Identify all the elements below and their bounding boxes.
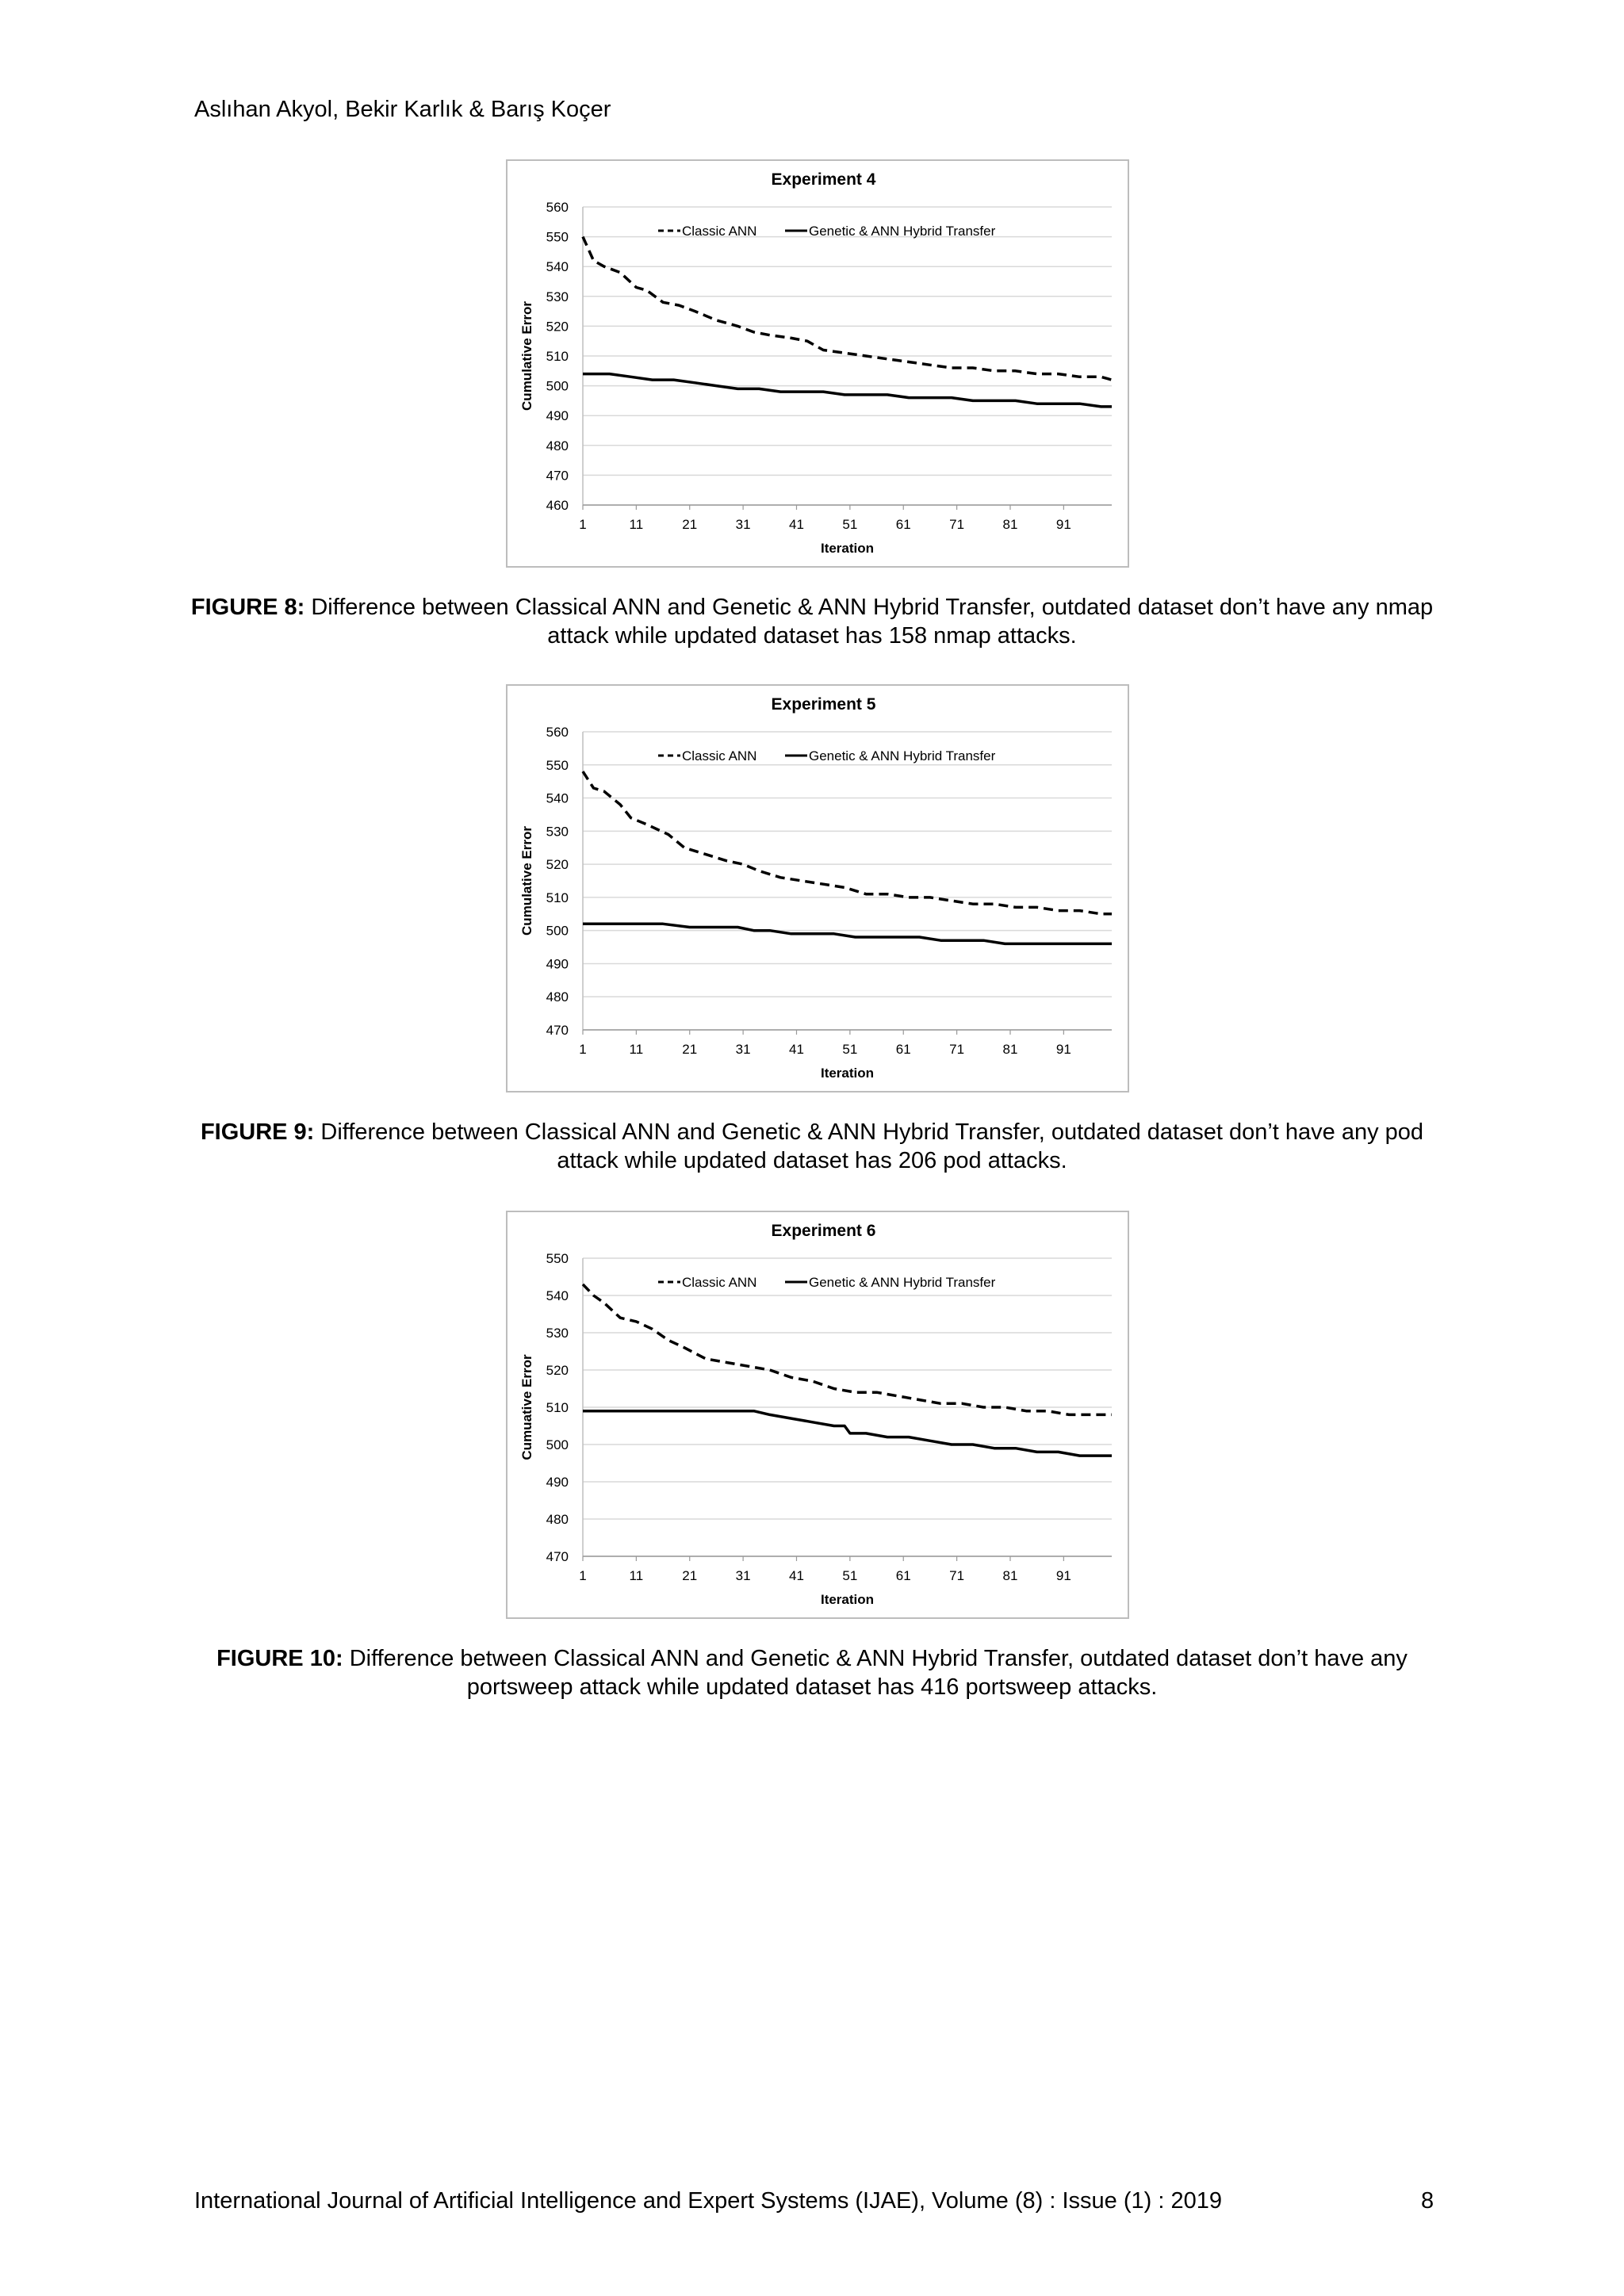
chart-0-y-tick-label: 510: [546, 349, 569, 364]
chart-0-y-tick-label: 480: [546, 438, 569, 453]
chart-1-series-classic-ann-line: [583, 771, 1112, 914]
chart-0-x-tick-label: 81: [1002, 517, 1018, 532]
chart-1-x-tick-label: 41: [789, 1042, 804, 1057]
chart-1-y-tick-label: 510: [546, 890, 569, 905]
chart-2-series-hybrid-transfer-line: [583, 1411, 1112, 1456]
chart-1-y-tick-label: 490: [546, 956, 569, 972]
chart-1-title: Experiment 5: [771, 695, 876, 714]
chart-0-y-tick-label: 490: [546, 408, 569, 424]
chart-0-x-axis-label: Iteration: [820, 541, 875, 556]
chart-0-y-tick-label: 460: [546, 498, 569, 513]
chart-2-x-tick-label: 41: [789, 1568, 804, 1583]
chart-1-y-tick-label: 550: [546, 757, 569, 773]
chart-1-x-tick-label: 91: [1055, 1042, 1071, 1057]
chart-2-y-tick-label: 520: [546, 1363, 569, 1378]
chart-2-x-tick-label: 71: [949, 1568, 965, 1583]
chart-2-y-tick-label: 500: [546, 1437, 569, 1452]
figure-8-label: FIGURE 8:: [190, 595, 305, 620]
chart-1-y-tick-label: 560: [546, 725, 569, 740]
chart-2-x-tick-label: 1: [579, 1568, 587, 1583]
journal-footer: International Journal of Artificial Intelligence and Expert Systems (IJAE), Volume (8) : Issue (1) : 2019: [194, 2188, 1222, 2214]
chart-2-x-tick-label: 81: [1002, 1568, 1018, 1583]
page-number: 8: [1421, 2188, 1434, 2214]
figure-10-caption: [182, 1644, 1442, 1701]
chart-1-legend-label-1: Genetic & ANN Hybrid Transfer: [809, 748, 996, 763]
chart-0-x-tick-label: 31: [735, 517, 751, 532]
chart-1-x-tick-label: 21: [682, 1042, 698, 1057]
chart-0-x-tick-label: 41: [789, 517, 804, 532]
chart-2-x-tick-label: 61: [895, 1568, 911, 1583]
chart-0-series-hybrid-transfer-line: [583, 374, 1112, 407]
figure-9-chart: [506, 684, 1129, 1093]
figure-8-caption: [182, 593, 1442, 650]
chart-2-y-tick-label: 510: [546, 1400, 569, 1415]
chart-0-series-classic-ann-line: [583, 237, 1112, 381]
chart-2-title: Experiment 6: [771, 1222, 876, 1240]
chart-0-x-tick-label: 21: [682, 517, 698, 532]
chart-2-legend-label-0: Classic ANN: [682, 1275, 757, 1290]
figure-10-caption-text: Difference between Classical ANN and Genetic & ANN Hybrid Transfer, outdated dataset don’t have any portsweep attack while updated dataset has 416 portsweep attacks.: [349, 1646, 1408, 1700]
chart-2-y-tick-label: 540: [546, 1288, 569, 1303]
chart-1-x-axis-label: Iteration: [820, 1066, 875, 1081]
chart-0-y-tick-label: 500: [546, 378, 569, 394]
chart-2-x-axis-label: Iteration: [820, 1592, 875, 1607]
figure-9-caption-text: Difference between Classical ANN and Genetic & ANN Hybrid Transfer, outdated dataset don’t have any pod attack while updated dataset has 206 pod attacks.: [320, 1119, 1424, 1173]
chart-0-x-tick-label: 1: [579, 517, 587, 532]
chart-2-x-tick-label: 51: [842, 1568, 858, 1583]
chart-0-y-tick-label: 520: [546, 319, 569, 335]
chart-0-x-tick-label: 71: [949, 517, 965, 532]
figure-9-caption: [182, 1118, 1442, 1175]
chart-0-y-tick-label: 550: [546, 229, 569, 245]
chart-0-title: Experiment 4: [771, 170, 876, 189]
chart-2-x-tick-label: 91: [1055, 1568, 1071, 1583]
chart-1-y-tick-label: 520: [546, 857, 569, 873]
chart-1-x-tick-label: 61: [895, 1042, 911, 1057]
chart-0-y-tick-label: 530: [546, 289, 569, 304]
figure-8-chart: [506, 159, 1129, 568]
chart-2-y-tick-label: 530: [546, 1326, 569, 1341]
chart-2-x-tick-label: 11: [629, 1568, 644, 1583]
chart-2-y-tick-label: 550: [546, 1251, 569, 1266]
running-header-authors: Aslıhan Akyol, Bekir Karlık & Barış Koçer: [194, 97, 611, 122]
chart-0-y-tick-label: 470: [546, 468, 569, 484]
experiment-4-chart-svg: [508, 161, 1128, 566]
figure-8-caption-text: Difference between Classical ANN and Genetic & ANN Hybrid Transfer, outdated dataset don’t have any nmap attack while updated dataset has 158 nmap attacks.: [311, 595, 1434, 649]
figure-10-label: FIGURE 10:: [216, 1646, 343, 1671]
figure-9-label: FIGURE 9:: [200, 1119, 315, 1145]
chart-0-x-tick-label: 11: [629, 517, 644, 532]
chart-1-legend-label-0: Classic ANN: [682, 748, 757, 763]
chart-0-x-tick-label: 91: [1055, 517, 1071, 532]
chart-1-x-tick-label: 11: [629, 1042, 644, 1057]
chart-0-x-tick-label: 61: [895, 517, 911, 532]
chart-1-y-tick-label: 530: [546, 824, 569, 840]
chart-1-x-tick-label: 1: [579, 1042, 587, 1057]
chart-1-y-tick-label: 540: [546, 790, 569, 806]
chart-2-x-tick-label: 21: [682, 1568, 698, 1583]
chart-2-y-tick-label: 480: [546, 1512, 569, 1527]
chart-2-y-axis-label: Cumuative Error: [519, 1354, 534, 1460]
chart-1-x-tick-label: 31: [735, 1042, 751, 1057]
chart-2-series-classic-ann-line: [583, 1284, 1112, 1415]
chart-2-legend-label-1: Genetic & ANN Hybrid Transfer: [809, 1275, 996, 1290]
chart-2-x-tick-label: 31: [735, 1568, 751, 1583]
chart-0-legend-label-0: Classic ANN: [682, 224, 757, 239]
chart-2-y-tick-label: 490: [546, 1475, 569, 1490]
chart-2-y-tick-label: 470: [546, 1549, 569, 1564]
chart-0-y-tick-label: 560: [546, 200, 569, 215]
chart-1-x-tick-label: 51: [842, 1042, 858, 1057]
chart-0-legend-label-1: Genetic & ANN Hybrid Transfer: [809, 224, 996, 239]
chart-1-x-tick-label: 71: [949, 1042, 965, 1057]
chart-1-y-axis-label: Cumulative Error: [519, 826, 534, 936]
chart-0-x-tick-label: 51: [842, 517, 858, 532]
experiment-6-chart-svg: [508, 1212, 1128, 1617]
figure-10-chart: [506, 1211, 1129, 1619]
chart-1-y-tick-label: 500: [546, 923, 569, 939]
chart-0-y-tick-label: 540: [546, 259, 569, 275]
chart-1-y-tick-label: 480: [546, 989, 569, 1005]
chart-0-y-axis-label: Cumulative Error: [519, 301, 534, 411]
chart-1-x-tick-label: 81: [1002, 1042, 1018, 1057]
chart-1-series-hybrid-transfer-line: [583, 924, 1112, 943]
experiment-5-chart-svg: [508, 686, 1128, 1091]
chart-1-y-tick-label: 470: [546, 1023, 569, 1038]
